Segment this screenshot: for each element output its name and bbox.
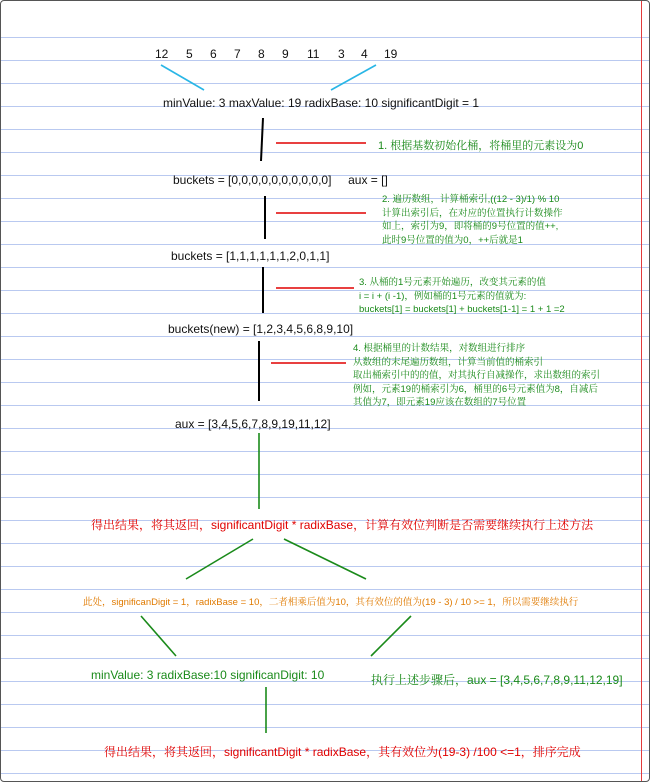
note-line: i = i + (i -1)，例如桶的1号元素的值就为: [359, 290, 527, 302]
continuation-explanation: 此处，significanDigit = 1，radixBase = 10，二者相乘后值为10，其有效位的值为(19 - 3) / 10 >= 1，所以需要继续执行 [83, 597, 579, 608]
note-line: 取出桶索引中的的值，对其执行自减操作，求出数组的索引 [353, 370, 601, 382]
green-merge-right [371, 616, 411, 656]
green-merge-left [141, 616, 176, 656]
next-pass-result: 执行上述步骤后，aux = [3,4,5,6,7,8,9,11,12,19] [371, 673, 623, 687]
conclusion-final: 得出结果，将其返回，significantDigit * radixBase，其有效位为(19-3) /100 <=1，排序完成 [104, 745, 581, 759]
array-value: 5 [186, 47, 193, 61]
array-value: 3 [338, 47, 345, 61]
array-value: 9 [282, 47, 289, 61]
note-line: 例如，元素19的桶索引为6，桶里的6号元素值为8，自减后 [353, 383, 598, 395]
step2-note [382, 193, 563, 247]
step3-note [359, 276, 565, 317]
cyan-connector-left [161, 65, 204, 90]
note-line: 从数组的末尾遍历数组，计算当前值的桶索引 [353, 356, 544, 368]
flow-line-1 [261, 118, 263, 161]
next-pass-params: minValue: 3 radixBase:10 significanDigit: 10 [91, 668, 325, 682]
cyan-connector-right [331, 65, 376, 90]
note-line: 4. 根据桶里的计数结果，对数组进行排序 [353, 343, 526, 354]
array-value: 19 [384, 47, 398, 61]
step2-result: buckets = [1,1,1,1,1,1,2,0,1,1] [171, 249, 330, 263]
note-line: buckets[1] = buckets[1] + buckets[1-1] = 1 + 1 =2 [359, 304, 565, 316]
note-line: 计算出索引后，在对应的位置执行计数操作 [382, 207, 563, 219]
step3-result: buckets(new) = [1,2,3,4,5,6,8,9,10] [168, 322, 354, 336]
note-line: 其值为7，即元素19应该在数组的7号位置 [353, 397, 527, 409]
green-branch-right [284, 539, 366, 579]
array-value: 4 [361, 47, 368, 61]
step1-note: 1. 根据基数初始化桶，将桶里的元素设为0 [378, 140, 584, 152]
step4-note [353, 342, 600, 410]
array-value: 11 [307, 47, 320, 61]
green-branch-left [186, 539, 253, 579]
step1-result: buckets = [0,0,0,0,0,0,0,0,0,0] aux = [] [173, 173, 388, 187]
note-line: 3. 从桶的1号元素开始遍历，改变其元素的值 [359, 277, 546, 288]
array-value: 7 [234, 47, 241, 61]
conclusion-first-pass: 得出结果，将其返回，significantDigit * radixBase，计算有效位判断是否需要继续执行上述方法 [91, 518, 594, 532]
note-line: 2. 遍历数组，计算桶索引,((12 - 3)/1) % 10 [382, 194, 560, 205]
step4-result: aux = [3,4,5,6,7,8,9,19,11,12] [175, 417, 331, 431]
init-values: minValue: 3 maxValue: 19 radixBase: 10 significantDigit = 1 [163, 96, 480, 110]
note-line: 如上，索引为9，即将桶的9号位置的值++, [382, 221, 559, 233]
note-line: 此时9号位置的值为0，++后就是1 [382, 234, 523, 246]
array-value: 12 [155, 47, 169, 61]
array-value: 6 [210, 47, 217, 61]
array-value: 8 [258, 47, 265, 61]
